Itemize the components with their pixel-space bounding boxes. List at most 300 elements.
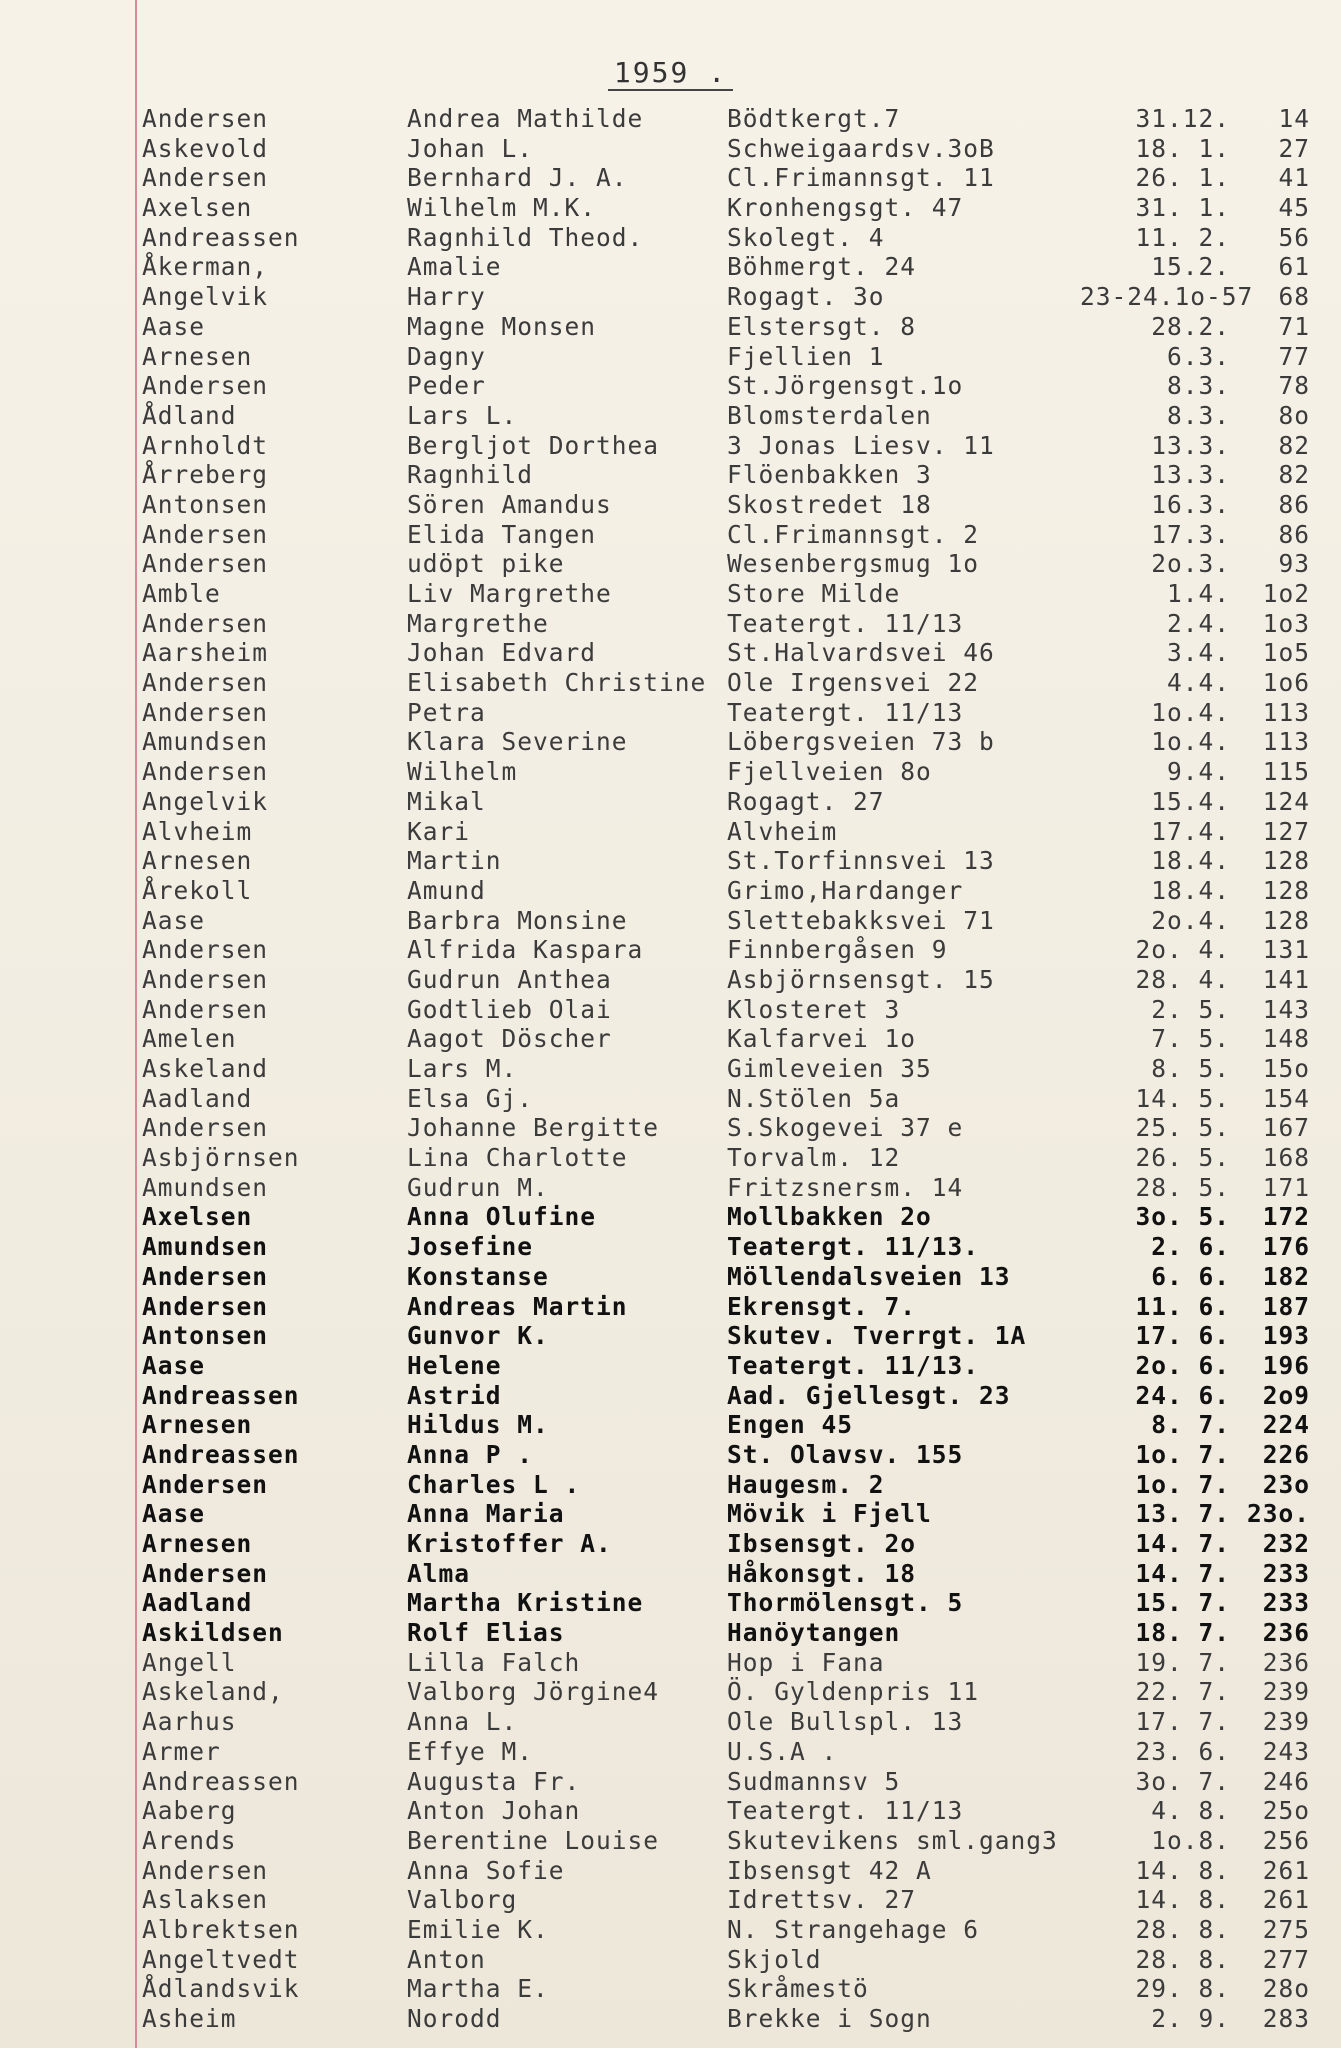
list-item	[142, 252, 1322, 282]
address-cell: Thormölensgt. 5	[727, 1588, 964, 1618]
record-number-cell: 77	[1278, 341, 1310, 371]
record-number-cell: 71	[1278, 311, 1310, 341]
surname-cell: Aadland	[142, 1588, 253, 1618]
date-cell: 3.4.	[1166, 638, 1230, 668]
address-cell: Löbergsveien 73 b	[727, 727, 995, 757]
date-cell: 4. 8.	[1151, 1796, 1230, 1826]
record-number-cell: 56	[1278, 222, 1310, 252]
record-number-cell: 93	[1278, 549, 1310, 579]
list-item	[142, 1232, 1322, 1262]
surname-cell: Årekoll	[142, 875, 253, 905]
surname-cell: Aase	[142, 1350, 206, 1380]
record-number-cell: 82	[1278, 460, 1310, 490]
surname-cell: Alvheim	[142, 816, 253, 846]
list-item	[142, 1588, 1322, 1618]
address-cell: Alvheim	[727, 816, 838, 846]
surname-cell: Aadland	[142, 1083, 253, 1113]
address-cell: Hanöytangen	[727, 1618, 901, 1648]
date-cell: 31.12.	[1135, 104, 1230, 133]
given-name-cell: Bernhard J. A.	[407, 163, 628, 193]
given-name-cell: Effye M.	[407, 1736, 534, 1766]
list-item	[142, 1173, 1322, 1203]
address-cell: Bödtkergt.7	[727, 104, 901, 133]
surname-cell: Angeltvedt	[142, 1944, 300, 1974]
date-cell: 14. 7.	[1135, 1529, 1230, 1558]
address-cell: Teatergt. 11/13	[727, 608, 964, 638]
record-number-cell: 128	[1262, 875, 1310, 905]
list-item	[142, 1024, 1322, 1054]
list-item	[142, 1499, 1322, 1529]
surname-cell: Andersen	[142, 163, 269, 193]
list-item	[142, 1292, 1322, 1322]
given-name-cell: Lars L.	[407, 400, 518, 430]
surname-cell: Axelsen	[142, 193, 253, 223]
date-cell: 15. 7.	[1135, 1588, 1230, 1618]
date-cell: 11. 6.	[1135, 1291, 1230, 1321]
record-number-cell: 15o	[1262, 1054, 1310, 1083]
surname-cell: Askeland,	[142, 1677, 284, 1707]
given-name-cell: Lina Charlotte	[407, 1143, 628, 1173]
date-cell: 18.4.	[1151, 875, 1230, 905]
date-cell: 13.3.	[1151, 460, 1230, 490]
address-cell: Skråmestö	[727, 1974, 869, 2004]
address-cell: Sudmannsv 5	[727, 1766, 901, 1796]
date-cell: 8. 5.	[1151, 1054, 1230, 1083]
record-number-cell: 141	[1262, 964, 1310, 994]
given-name-cell: Rolf Elias	[407, 1618, 565, 1648]
date-cell: 24. 6.	[1135, 1380, 1230, 1410]
list-item	[142, 312, 1322, 342]
list-item	[142, 1796, 1322, 1826]
date-cell: 17. 7.	[1135, 1707, 1230, 1737]
record-number-cell: 277	[1262, 1944, 1310, 1974]
given-name-cell: Magne Monsen	[407, 311, 597, 341]
given-name-cell: Barbra Monsine	[407, 905, 628, 935]
given-name-cell: Helene	[407, 1350, 502, 1380]
given-name-cell: Charles L .	[407, 1469, 581, 1499]
address-cell: Ekrensgt. 7.	[727, 1291, 917, 1321]
date-cell: 14. 8.	[1135, 1855, 1230, 1885]
list-item	[142, 2004, 1322, 2034]
list-item	[142, 134, 1322, 164]
given-name-cell: Ragnhild	[407, 460, 534, 490]
date-cell: 25. 5.	[1135, 1113, 1230, 1143]
given-name-cell: Anna Olufine	[407, 1202, 597, 1232]
date-cell: 6. 6.	[1151, 1261, 1230, 1291]
surname-cell: Andreassen	[142, 1766, 300, 1796]
address-cell: N. Strangehage 6	[727, 1914, 980, 1944]
list-item	[142, 638, 1322, 668]
list-item	[142, 1262, 1322, 1292]
record-number-cell: 236	[1262, 1647, 1310, 1677]
record-number-cell: 154	[1262, 1083, 1310, 1113]
date-cell: 11. 2.	[1135, 222, 1230, 252]
surname-cell: Andreassen	[142, 1439, 300, 1469]
list-item	[142, 371, 1322, 401]
surname-cell: Amble	[142, 579, 221, 608]
surname-cell: Arnesen	[142, 846, 253, 876]
surname-cell: Arnesen	[142, 341, 253, 371]
date-cell: 28. 8.	[1135, 1944, 1230, 1974]
given-name-cell: Martha Kristine	[407, 1588, 644, 1618]
date-cell: 23. 6.	[1135, 1736, 1230, 1766]
given-name-cell: Dagny	[407, 341, 486, 371]
address-cell: Schweigaardsv.3oB	[727, 133, 995, 163]
list-item	[142, 431, 1322, 461]
record-number-cell: 128	[1262, 905, 1310, 935]
given-name-cell: Emilie K.	[407, 1914, 549, 1944]
given-name-cell: Josefine	[407, 1232, 534, 1262]
page-title	[0, 56, 1341, 89]
date-cell: 13.3.	[1151, 430, 1230, 460]
given-name-cell: Kristoffer A.	[407, 1529, 612, 1558]
surname-cell: Andersen	[142, 549, 269, 579]
list-item	[142, 1618, 1322, 1648]
list-item	[142, 1707, 1322, 1737]
record-number-cell: 14	[1278, 104, 1310, 133]
surname-cell: Andersen	[142, 1261, 269, 1291]
surname-cell: Angelvik	[142, 282, 269, 312]
record-number-cell: 1o5	[1262, 638, 1310, 668]
given-name-cell: Astrid	[407, 1380, 502, 1410]
record-number-cell: 168	[1262, 1143, 1310, 1173]
address-cell: Flöenbakken 3	[727, 460, 932, 490]
record-number-cell: 115	[1262, 757, 1310, 787]
given-name-cell: Augusta Fr.	[407, 1766, 581, 1796]
date-cell: 9.4.	[1166, 757, 1230, 787]
record-number-cell: 128	[1262, 846, 1310, 876]
surname-cell: Andersen	[142, 935, 269, 965]
record-number-cell: 261	[1262, 1855, 1310, 1885]
record-number-cell: 113	[1262, 727, 1310, 757]
address-cell: Brekke i Sogn	[727, 2004, 932, 2033]
date-cell: 3o. 7.	[1135, 1766, 1230, 1796]
surname-cell: Albrektsen	[142, 1914, 300, 1944]
address-cell: Elstersgt. 8	[727, 311, 917, 341]
address-cell: Ole Bullspl. 13	[727, 1707, 964, 1737]
date-cell: 28. 8.	[1135, 1914, 1230, 1944]
address-cell: Gimleveien 35	[727, 1054, 932, 1083]
record-number-cell: 2o9	[1262, 1380, 1310, 1410]
record-number-cell: 8o	[1278, 400, 1310, 430]
record-number-cell: 23o	[1262, 1469, 1310, 1499]
address-cell: Håkonsgt. 18	[727, 1558, 917, 1588]
date-cell: 8.3.	[1166, 400, 1230, 430]
record-number-cell: 283	[1262, 2004, 1310, 2033]
record-number-cell: 256	[1262, 1825, 1310, 1855]
date-cell: 28.2.	[1151, 311, 1230, 341]
surname-cell: Askeland	[142, 1054, 269, 1083]
surname-cell: Amundsen	[142, 1172, 269, 1202]
given-name-cell: Gunvor K.	[407, 1321, 549, 1351]
record-number-cell: 148	[1262, 1024, 1310, 1054]
address-cell: 3 Jonas Liesv. 11	[727, 430, 995, 460]
record-number-cell: 113	[1262, 697, 1310, 727]
surname-cell: Aarsheim	[142, 638, 269, 668]
surname-cell: Andreassen	[142, 1380, 300, 1410]
surname-cell: Andersen	[142, 994, 269, 1024]
list-item	[142, 282, 1322, 312]
surname-cell: Armer	[142, 1736, 221, 1766]
surname-cell: Askevold	[142, 133, 269, 163]
record-number-cell: 171	[1262, 1172, 1310, 1202]
surname-cell: Angell	[142, 1647, 237, 1677]
given-name-cell: Anna P .	[407, 1439, 534, 1469]
surname-cell: Aslaksen	[142, 1885, 269, 1915]
given-name-cell: Amund	[407, 875, 486, 905]
date-cell: 7. 5.	[1151, 1024, 1230, 1054]
list-item	[142, 906, 1322, 936]
list-item	[142, 668, 1322, 698]
record-number-cell: 243	[1262, 1736, 1310, 1766]
address-cell: Fjellveien 8o	[727, 757, 932, 787]
list-item	[142, 1767, 1322, 1797]
date-cell: 6.3.	[1166, 341, 1230, 371]
list-item	[142, 817, 1322, 847]
surname-cell: Arends	[142, 1825, 237, 1855]
record-number-cell: 143	[1262, 994, 1310, 1024]
address-cell: Ö. Gyldenpris 11	[727, 1677, 980, 1707]
list-item	[142, 342, 1322, 372]
date-cell: 29. 8.	[1135, 1974, 1230, 2004]
record-number-cell: 196	[1262, 1350, 1310, 1380]
surname-cell: Antonsen	[142, 489, 269, 519]
date-cell: 2o. 6.	[1135, 1350, 1230, 1380]
record-number-cell: 131	[1262, 935, 1310, 965]
given-name-cell: Peder	[407, 371, 486, 401]
record-number-cell: 86	[1278, 489, 1310, 519]
list-item	[142, 1826, 1322, 1856]
surname-cell: Andersen	[142, 1469, 269, 1499]
date-cell: 2.4.	[1166, 608, 1230, 638]
date-cell: 28. 4.	[1135, 964, 1230, 994]
given-name-cell: udöpt pike	[407, 549, 565, 579]
list-item	[142, 549, 1322, 579]
year-heading: 1959 .	[608, 56, 733, 91]
date-cell: 31. 1.	[1135, 193, 1230, 223]
given-name-cell: Petra	[407, 697, 486, 727]
given-name-cell: Aagot Döscher	[407, 1024, 612, 1054]
record-number-cell: 275	[1262, 1914, 1310, 1944]
list-item	[142, 609, 1322, 639]
list-item	[142, 460, 1322, 490]
given-name-cell: Konstanse	[407, 1261, 549, 1291]
date-cell: 17. 6.	[1135, 1321, 1230, 1351]
given-name-cell: Sören Amandus	[407, 489, 612, 519]
address-cell: Cl.Frimannsgt. 11	[727, 163, 995, 193]
given-name-cell: Johan L.	[407, 133, 534, 163]
address-cell: Klosteret 3	[727, 994, 901, 1024]
given-name-cell: Anna L.	[407, 1707, 518, 1737]
date-cell: 15.4.	[1151, 786, 1230, 816]
list-item	[142, 1202, 1322, 1232]
given-name-cell: Martin	[407, 846, 502, 876]
record-number-cell: 23o.	[1246, 1499, 1310, 1529]
record-number-cell: 61	[1278, 252, 1310, 282]
list-item	[142, 1321, 1322, 1351]
address-cell: Ibsensgt. 2o	[727, 1529, 917, 1558]
list-item	[142, 1915, 1322, 1945]
address-cell: Skjold	[727, 1944, 822, 1974]
list-item	[142, 1856, 1322, 1886]
date-cell: 2o.3.	[1151, 549, 1230, 579]
address-cell: Teatergt. 11/13.	[727, 1350, 980, 1380]
given-name-cell: Wilhelm	[407, 757, 518, 787]
record-number-cell: 226	[1262, 1439, 1310, 1469]
given-name-cell: Bergljot Dorthea	[407, 430, 660, 460]
list-item	[142, 995, 1322, 1025]
surname-cell: Andersen	[142, 697, 269, 727]
address-cell: Skutev. Tverrgt. 1A	[727, 1321, 1027, 1351]
record-number-cell: 82	[1278, 430, 1310, 460]
list-item	[142, 787, 1322, 817]
address-cell: Teatergt. 11/13	[727, 1796, 964, 1826]
date-cell: 2. 5.	[1151, 994, 1230, 1024]
address-cell: U.S.A .	[727, 1736, 838, 1766]
list-item	[142, 579, 1322, 609]
record-number-cell: 1o6	[1262, 668, 1310, 698]
address-cell: Teatergt. 11/13.	[727, 1232, 980, 1262]
list-item	[142, 1113, 1322, 1143]
list-item	[142, 401, 1322, 431]
surname-cell: Arnesen	[142, 1529, 253, 1558]
list-item	[142, 1529, 1322, 1559]
date-cell: 26. 5.	[1135, 1143, 1230, 1173]
date-cell: 18.4.	[1151, 846, 1230, 876]
list-item	[142, 520, 1322, 550]
surname-cell: Arnesen	[142, 1410, 253, 1440]
surname-cell: Antonsen	[142, 1321, 269, 1351]
record-number-cell: 246	[1262, 1766, 1310, 1796]
given-name-cell: Godtlieb Olai	[407, 994, 612, 1024]
surname-cell: Andersen	[142, 1855, 269, 1885]
surname-cell: Andersen	[142, 1558, 269, 1588]
given-name-cell: Elsa Gj.	[407, 1083, 534, 1113]
list-item	[142, 1470, 1322, 1500]
given-name-cell: Norodd	[407, 2004, 502, 2033]
date-cell: 15.2.	[1151, 252, 1230, 282]
given-name-cell: Valborg	[407, 1885, 518, 1915]
list-item	[142, 163, 1322, 193]
surname-cell: Amelen	[142, 1024, 237, 1054]
date-cell: 18. 7.	[1135, 1618, 1230, 1648]
date-cell: 17.3.	[1151, 519, 1230, 549]
surname-cell: Ådlandsvik	[142, 1974, 300, 2004]
address-cell: Blomsterdalen	[727, 400, 932, 430]
date-cell: 2. 6.	[1151, 1232, 1230, 1262]
date-cell: 1o. 7.	[1135, 1469, 1230, 1499]
record-number-cell: 261	[1262, 1885, 1310, 1915]
address-cell: Idrettsv. 27	[727, 1885, 917, 1915]
address-cell: Cl.Frimannsgt. 2	[727, 519, 980, 549]
record-number-cell: 78	[1278, 371, 1310, 401]
address-cell: Engen 45	[727, 1410, 854, 1440]
date-cell: 17.4.	[1151, 816, 1230, 846]
list-item	[142, 1084, 1322, 1114]
address-cell: Rogagt. 27	[727, 786, 885, 816]
surname-cell: Aaberg	[142, 1796, 237, 1826]
list-item	[142, 1143, 1322, 1173]
address-cell: Fritzsnersm. 14	[727, 1172, 964, 1202]
record-number-cell: 167	[1262, 1113, 1310, 1143]
date-cell: 13. 7.	[1135, 1499, 1230, 1529]
address-cell: Store Milde	[727, 579, 901, 608]
date-cell: 1o. 7.	[1135, 1439, 1230, 1469]
address-cell: Fjellien 1	[727, 341, 885, 371]
given-name-cell: Margrethe	[407, 608, 549, 638]
record-number-cell: 176	[1262, 1232, 1310, 1262]
given-name-cell: Gudrun Anthea	[407, 964, 612, 994]
address-cell: Grimo,Hardanger	[727, 875, 964, 905]
given-name-cell: Anna Sofie	[407, 1855, 565, 1885]
surname-cell: Andersen	[142, 1291, 269, 1321]
address-cell: Kalfarvei 1o	[727, 1024, 917, 1054]
date-cell: 14. 8.	[1135, 1885, 1230, 1915]
date-cell: 8.3.	[1166, 371, 1230, 401]
given-name-cell: Johanne Bergitte	[407, 1113, 660, 1143]
address-cell: Torvalm. 12	[727, 1143, 901, 1173]
date-cell: 8. 7.	[1151, 1410, 1230, 1440]
address-cell: Skolegt. 4	[727, 222, 885, 252]
record-number-cell: 172	[1262, 1202, 1310, 1232]
date-cell: 26. 1.	[1135, 163, 1230, 193]
date-cell: 4.4.	[1166, 668, 1230, 698]
margin-rule	[135, 0, 137, 2048]
list-item	[142, 876, 1322, 906]
address-cell: S.Skogevei 37 e	[727, 1113, 964, 1143]
given-name-cell: Lars M.	[407, 1054, 518, 1083]
surname-cell: Andersen	[142, 964, 269, 994]
surname-cell: Andreassen	[142, 222, 300, 252]
surname-cell: Amundsen	[142, 727, 269, 757]
date-cell: 23-24.1o-57	[1080, 282, 1254, 312]
given-name-cell: Amalie	[407, 252, 502, 282]
list-item	[142, 1945, 1322, 1975]
given-name-cell: Mikal	[407, 786, 486, 816]
given-name-cell: Wilhelm M.K.	[407, 193, 597, 223]
given-name-cell: Alfrida Kaspara	[407, 935, 644, 965]
list-item	[142, 1974, 1322, 2004]
list-item	[142, 1559, 1322, 1589]
record-number-cell: 239	[1262, 1707, 1310, 1737]
given-name-cell: Klara Severine	[407, 727, 628, 757]
surname-cell: Aarhus	[142, 1707, 237, 1737]
date-cell: 2o. 4.	[1135, 935, 1230, 965]
given-name-cell: Elida Tangen	[407, 519, 597, 549]
surname-cell: Andersen	[142, 104, 269, 133]
surname-cell: Axelsen	[142, 1202, 253, 1232]
surname-cell: Aase	[142, 905, 206, 935]
record-number-cell: 1o2	[1262, 579, 1310, 608]
given-name-cell: Andreas Martin	[407, 1291, 628, 1321]
address-cell: Böhmergt. 24	[727, 252, 917, 282]
given-name-cell: Kari	[407, 816, 471, 846]
date-cell: 1o.4.	[1151, 697, 1230, 727]
record-number-cell: 233	[1262, 1558, 1310, 1588]
record-number-cell: 182	[1262, 1261, 1310, 1291]
surname-cell: Asbjörnsen	[142, 1143, 300, 1173]
list-item	[142, 935, 1322, 965]
given-name-cell: Anna Maria	[407, 1499, 565, 1529]
list-item	[142, 104, 1322, 134]
list-item	[142, 846, 1322, 876]
given-name-cell: Elisabeth Christine	[407, 668, 707, 698]
given-name-cell: Martha E.	[407, 1974, 549, 2004]
list-item	[142, 1440, 1322, 1470]
address-cell: St.Torfinnsvei 13	[727, 846, 995, 876]
list-item	[142, 757, 1322, 787]
date-cell: 28. 5.	[1135, 1172, 1230, 1202]
